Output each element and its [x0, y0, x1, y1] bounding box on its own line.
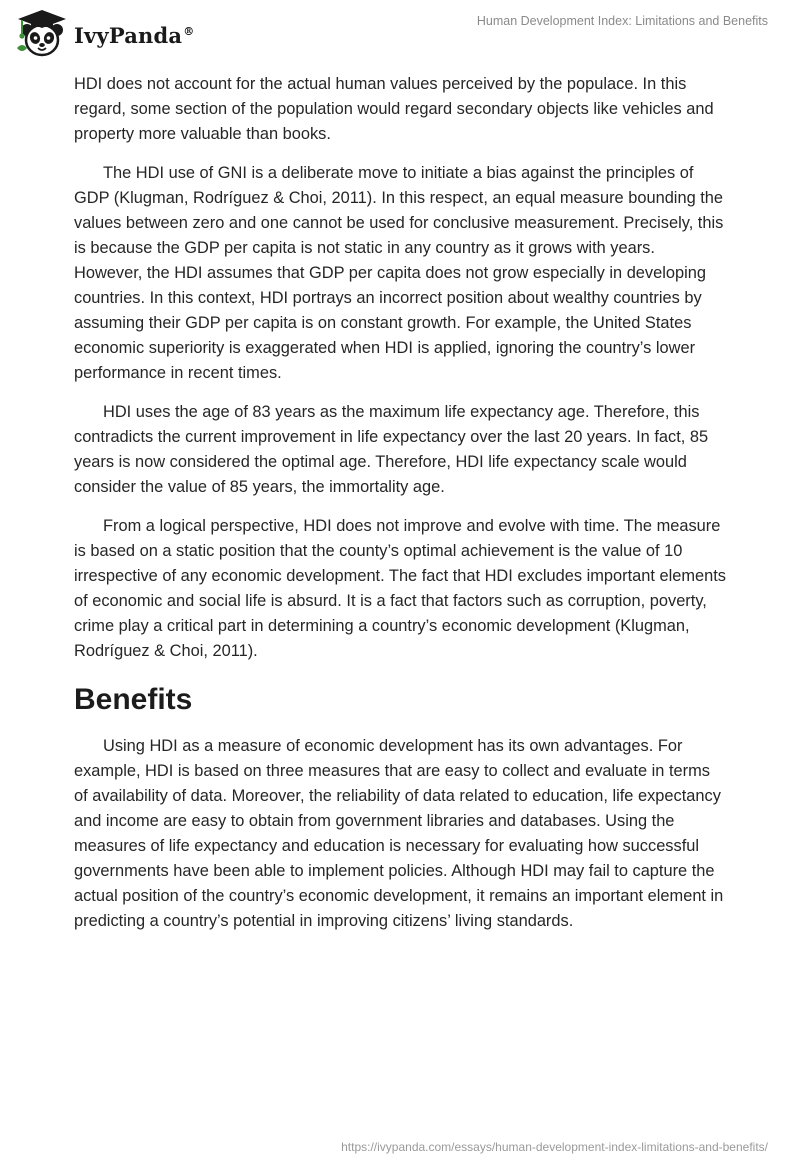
essay-body [74, 72, 726, 948]
panda-graduation-cap-icon [14, 8, 70, 60]
ivypanda-logo[interactable] [14, 8, 194, 60]
paragraph: The HDI use of GNI is a deliberate move to initiate a bias against the principles of GDP (Klugman, Rodríguez & Choi, 2011). In this respect, an equal measure bounding the values between zero and one cannot be used for conclusive measurement. Precisely, this is because the GDP per capita is not static in any country as it grows with years. However, the HDI assumes that GDP per capita does not grow especially in developing countries. In this context, HDI portrays an incorrect position about wealthy countries by assuming their GDP per capita is on constant growth. For example, the United States economic superiority is exaggerated when HDI is applied, ignoring the country’s lower performance in recent times. [74, 164, 724, 382]
paragraph: From a logical perspective, HDI does not improve and evolve with time. The measure is based on a static position that the county’s optimal achievement is the value of 10 irrespective of any economic development. The fact that HDI excludes important elements of economic and social life is absurd. It is a fact that factors such as corruption, poverty, crime play a critical part in determining a country’s economic development (Klugman, Rodríguez & Choi, 2011). [74, 517, 726, 660]
paragraph: HDI uses the age of 83 years as the maximum life expectancy age. Therefore, this contradicts the current improvement in life expectancy over the last 20 years. In fact, 85 years is now considered the optimal age. Therefore, HDI life expectancy scale would consider the value of 85 years, the immortality age. [74, 403, 709, 496]
paragraph: HDI does not account for the actual human values perceived by the populace. In this regard, some section of the population would regard secondary objects like vehicles and property more valuable than books. [74, 75, 714, 143]
brand-name: IvyPanda® [74, 22, 195, 48]
paragraph: Using HDI as a measure of economic development has its own advantages. For example, HDI is based on three measures that are easy to collect and evaluate in terms of availability of data. Moreover, the reliability of data related to education, life expectancy and income are easy to obtain from government libraries and databases. Using the measures of life expectancy and education is necessary for evaluating how successful governments have been able to implement policies. Although HDI may fail to capture the actual position of the country’s economic development, it remains an important element in predicting a country’s potential in improving citizens’ living standards. [74, 737, 724, 930]
document-title: Human Development Index: Limitations and Benefits [476, 14, 768, 28]
page-header [0, 0, 800, 70]
source-url[interactable]: https://ivypanda.com/essays/human-development-index-limitations-and-benefits/ [341, 1140, 768, 1154]
benefits-heading: Benefits [74, 683, 193, 716]
